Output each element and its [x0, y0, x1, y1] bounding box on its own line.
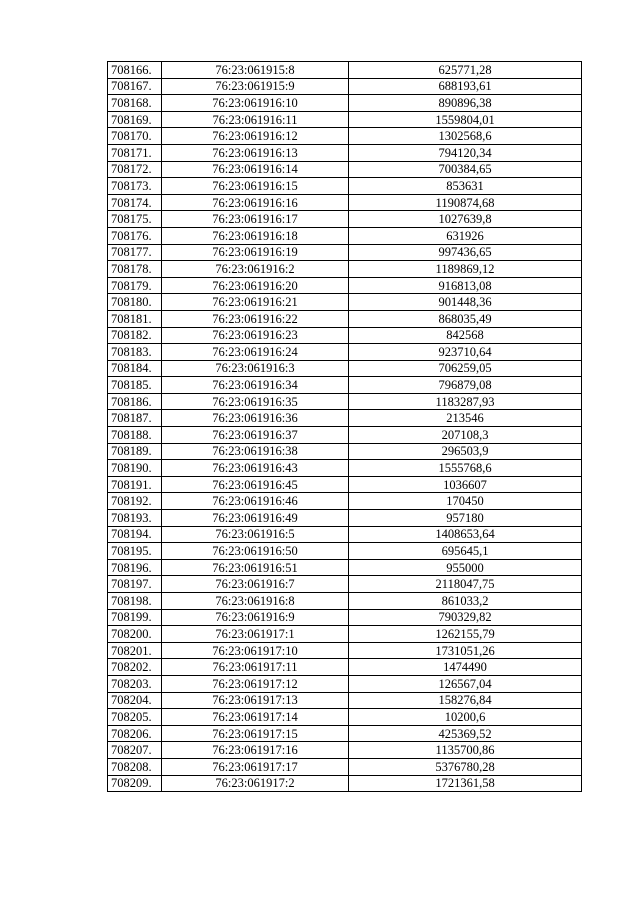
cadastral-value-cell: 296503,9 [349, 443, 582, 460]
cadastral-number-cell: 76:23:061917:15 [162, 725, 349, 742]
cadastral-number-cell: 76:23:061916:5 [162, 526, 349, 543]
table-row [108, 211, 582, 228]
cadastral-number-cell: 76:23:061916:23 [162, 327, 349, 344]
row-number-cell: 708197. [108, 576, 162, 593]
cadastral-number-cell: 76:23:061916:8 [162, 593, 349, 610]
cadastral-value-cell: 158276,84 [349, 692, 582, 709]
table-row [108, 277, 582, 294]
table-row [108, 443, 582, 460]
row-number-cell: 708209. [108, 775, 162, 792]
cadastral-value-cell: 1731051,26 [349, 642, 582, 659]
row-number-cell: 708170. [108, 128, 162, 145]
table-row [108, 62, 582, 79]
cadastral-number-cell: 76:23:061917:12 [162, 675, 349, 692]
row-number-cell: 708189. [108, 443, 162, 460]
cadastral-value-cell: 916813,08 [349, 277, 582, 294]
table-row [108, 377, 582, 394]
cadastral-number-cell: 76:23:061916:50 [162, 543, 349, 560]
cadastral-value-cell: 213546 [349, 410, 582, 427]
cadastral-value-cell: 1559804,01 [349, 111, 582, 128]
cadastral-value-cell: 695645,1 [349, 543, 582, 560]
table-row [108, 510, 582, 527]
cadastral-number-cell: 76:23:061916:2 [162, 261, 349, 278]
row-number-cell: 708173. [108, 178, 162, 195]
row-number-cell: 708175. [108, 211, 162, 228]
cadastral-value-cell: 861033,2 [349, 593, 582, 610]
table-row [108, 227, 582, 244]
row-number-cell: 708204. [108, 692, 162, 709]
cadastral-number-cell: 76:23:061917:10 [162, 642, 349, 659]
row-number-cell: 708191. [108, 476, 162, 493]
row-number-cell: 708177. [108, 244, 162, 261]
table-row [108, 642, 582, 659]
cadastral-number-cell: 76:23:061917:2 [162, 775, 349, 792]
cadastral-number-cell: 76:23:061916:7 [162, 576, 349, 593]
table-row [108, 360, 582, 377]
table-row [108, 675, 582, 692]
table-row [108, 144, 582, 161]
row-number-cell: 708187. [108, 410, 162, 427]
row-number-cell: 708186. [108, 393, 162, 410]
table-row [108, 78, 582, 95]
cadastral-value-cell: 890896,38 [349, 95, 582, 112]
cadastral-number-cell: 76:23:061916:46 [162, 493, 349, 510]
row-number-cell: 708208. [108, 758, 162, 775]
cadastral-number-cell: 76:23:061917:13 [162, 692, 349, 709]
row-number-cell: 708174. [108, 194, 162, 211]
table-row [108, 725, 582, 742]
row-number-cell: 708182. [108, 327, 162, 344]
table-row [108, 294, 582, 311]
cadastral-number-cell: 76:23:061916:35 [162, 393, 349, 410]
table-row [108, 758, 582, 775]
table-row [108, 775, 582, 792]
row-number-cell: 708202. [108, 659, 162, 676]
cadastral-value-cell: 1027639,8 [349, 211, 582, 228]
table-row [108, 543, 582, 560]
cadastral-number-cell: 76:23:061916:24 [162, 344, 349, 361]
cadastral-value-cell: 1262155,79 [349, 626, 582, 643]
table-row [108, 742, 582, 759]
cadastral-value-cell: 1135700,86 [349, 742, 582, 759]
table-row [108, 111, 582, 128]
cadastral-value-cell: 1189869,12 [349, 261, 582, 278]
cadastral-number-cell: 76:23:061916:45 [162, 476, 349, 493]
cadastral-value-cell: 5376780,28 [349, 758, 582, 775]
cadastral-value-cell: 2118047,75 [349, 576, 582, 593]
cadastral-number-cell: 76:23:061916:16 [162, 194, 349, 211]
table-row [108, 427, 582, 444]
table-row [108, 659, 582, 676]
cadastral-value-cell: 126567,04 [349, 675, 582, 692]
cadastral-value-cell: 170450 [349, 493, 582, 510]
cadastral-value-cell: 1183287,93 [349, 393, 582, 410]
cadastral-value-cell: 10200,6 [349, 709, 582, 726]
cadastral-number-cell: 76:23:061915:9 [162, 78, 349, 95]
cadastral-value-cell: 796879,08 [349, 377, 582, 394]
cadastral-number-cell: 76:23:061916:37 [162, 427, 349, 444]
cadastral-number-cell: 76:23:061917:11 [162, 659, 349, 676]
cadastral-value-cell: 955000 [349, 559, 582, 576]
row-number-cell: 708195. [108, 543, 162, 560]
cadastral-value-cell: 997436,65 [349, 244, 582, 261]
cadastral-number-cell: 76:23:061917:16 [162, 742, 349, 759]
cadastral-value-cell: 1555768,6 [349, 460, 582, 477]
row-number-cell: 708172. [108, 161, 162, 178]
cadastral-number-cell: 76:23:061916:17 [162, 211, 349, 228]
row-number-cell: 708188. [108, 427, 162, 444]
cadastral-value-cell: 901448,36 [349, 294, 582, 311]
cadastral-value-cell: 1721361,58 [349, 775, 582, 792]
table-row [108, 244, 582, 261]
row-number-cell: 708201. [108, 642, 162, 659]
table-row [108, 194, 582, 211]
cadastral-number-cell: 76:23:061915:8 [162, 62, 349, 79]
table-row [108, 393, 582, 410]
cadastral-value-cell: 1302568,6 [349, 128, 582, 145]
cadastral-value-cell: 1036607 [349, 476, 582, 493]
cadastral-number-cell: 76:23:061916:49 [162, 510, 349, 527]
table-row [108, 709, 582, 726]
table-row [108, 344, 582, 361]
cadastral-number-cell: 76:23:061916:19 [162, 244, 349, 261]
row-number-cell: 708207. [108, 742, 162, 759]
cadastral-value-cell: 842568 [349, 327, 582, 344]
cadastral-value-cell: 790329,82 [349, 609, 582, 626]
cadastral-number-cell: 76:23:061916:22 [162, 310, 349, 327]
cadastral-number-cell: 76:23:061916:38 [162, 443, 349, 460]
cadastral-number-cell: 76:23:061917:1 [162, 626, 349, 643]
cadastral-value-cell: 923710,64 [349, 344, 582, 361]
cadastral-number-cell: 76:23:061916:34 [162, 377, 349, 394]
table-row [108, 493, 582, 510]
row-number-cell: 708168. [108, 95, 162, 112]
row-number-cell: 708176. [108, 227, 162, 244]
cadastral-number-cell: 76:23:061916:9 [162, 609, 349, 626]
table-row [108, 178, 582, 195]
table-row [108, 593, 582, 610]
cadastral-number-cell: 76:23:061916:20 [162, 277, 349, 294]
row-number-cell: 708193. [108, 510, 162, 527]
cadastral-number-cell: 76:23:061916:18 [162, 227, 349, 244]
row-number-cell: 708185. [108, 377, 162, 394]
table-row [108, 327, 582, 344]
row-number-cell: 708179. [108, 277, 162, 294]
table-row [108, 476, 582, 493]
table-row [108, 692, 582, 709]
cadastral-number-cell: 76:23:061917:17 [162, 758, 349, 775]
cadastral-number-cell: 76:23:061916:36 [162, 410, 349, 427]
cadastral-number-cell: 76:23:061916:21 [162, 294, 349, 311]
row-number-cell: 708199. [108, 609, 162, 626]
table-row [108, 95, 582, 112]
cadastral-value-cell: 794120,34 [349, 144, 582, 161]
table-row [108, 609, 582, 626]
row-number-cell: 708181. [108, 310, 162, 327]
cadastral-value-cell: 625771,28 [349, 62, 582, 79]
table-row [108, 410, 582, 427]
cadastral-number-cell: 76:23:061916:51 [162, 559, 349, 576]
table-row [108, 161, 582, 178]
cadastral-value-cell: 1190874,68 [349, 194, 582, 211]
cadastral-value-cell: 688193,61 [349, 78, 582, 95]
cadastral-number-cell: 76:23:061916:10 [162, 95, 349, 112]
cadastral-number-cell: 76:23:061916:43 [162, 460, 349, 477]
row-number-cell: 708200. [108, 626, 162, 643]
row-number-cell: 708180. [108, 294, 162, 311]
cadastral-value-cell: 425369,52 [349, 725, 582, 742]
row-number-cell: 708205. [108, 709, 162, 726]
row-number-cell: 708194. [108, 526, 162, 543]
cadastral-value-table [107, 61, 582, 792]
row-number-cell: 708184. [108, 360, 162, 377]
cadastral-number-cell: 76:23:061916:15 [162, 178, 349, 195]
cadastral-value-cell: 706259,05 [349, 360, 582, 377]
row-number-cell: 708183. [108, 344, 162, 361]
row-number-cell: 708178. [108, 261, 162, 278]
cadastral-value-cell: 957180 [349, 510, 582, 527]
cadastral-number-cell: 76:23:061916:13 [162, 144, 349, 161]
table-row [108, 526, 582, 543]
row-number-cell: 708171. [108, 144, 162, 161]
table-row [108, 128, 582, 145]
cadastral-value-cell: 1474490 [349, 659, 582, 676]
cadastral-value-cell: 207108,3 [349, 427, 582, 444]
cadastral-number-cell: 76:23:061916:14 [162, 161, 349, 178]
row-number-cell: 708196. [108, 559, 162, 576]
cadastral-number-cell: 76:23:061916:12 [162, 128, 349, 145]
cadastral-value-cell: 853631 [349, 178, 582, 195]
cadastral-number-cell: 76:23:061917:14 [162, 709, 349, 726]
table-row [108, 310, 582, 327]
row-number-cell: 708167. [108, 78, 162, 95]
row-number-cell: 708190. [108, 460, 162, 477]
row-number-cell: 708192. [108, 493, 162, 510]
row-number-cell: 708166. [108, 62, 162, 79]
cadastral-value-cell: 1408653,64 [349, 526, 582, 543]
table-row [108, 261, 582, 278]
cadastral-number-cell: 76:23:061916:11 [162, 111, 349, 128]
table-body [108, 62, 582, 792]
table-row [108, 559, 582, 576]
table-row [108, 460, 582, 477]
row-number-cell: 708169. [108, 111, 162, 128]
table-row [108, 626, 582, 643]
table-row [108, 576, 582, 593]
row-number-cell: 708203. [108, 675, 162, 692]
cadastral-number-cell: 76:23:061916:3 [162, 360, 349, 377]
row-number-cell: 708198. [108, 593, 162, 610]
cadastral-value-cell: 868035,49 [349, 310, 582, 327]
row-number-cell: 708206. [108, 725, 162, 742]
cadastral-value-cell: 700384,65 [349, 161, 582, 178]
cadastral-value-cell: 631926 [349, 227, 582, 244]
